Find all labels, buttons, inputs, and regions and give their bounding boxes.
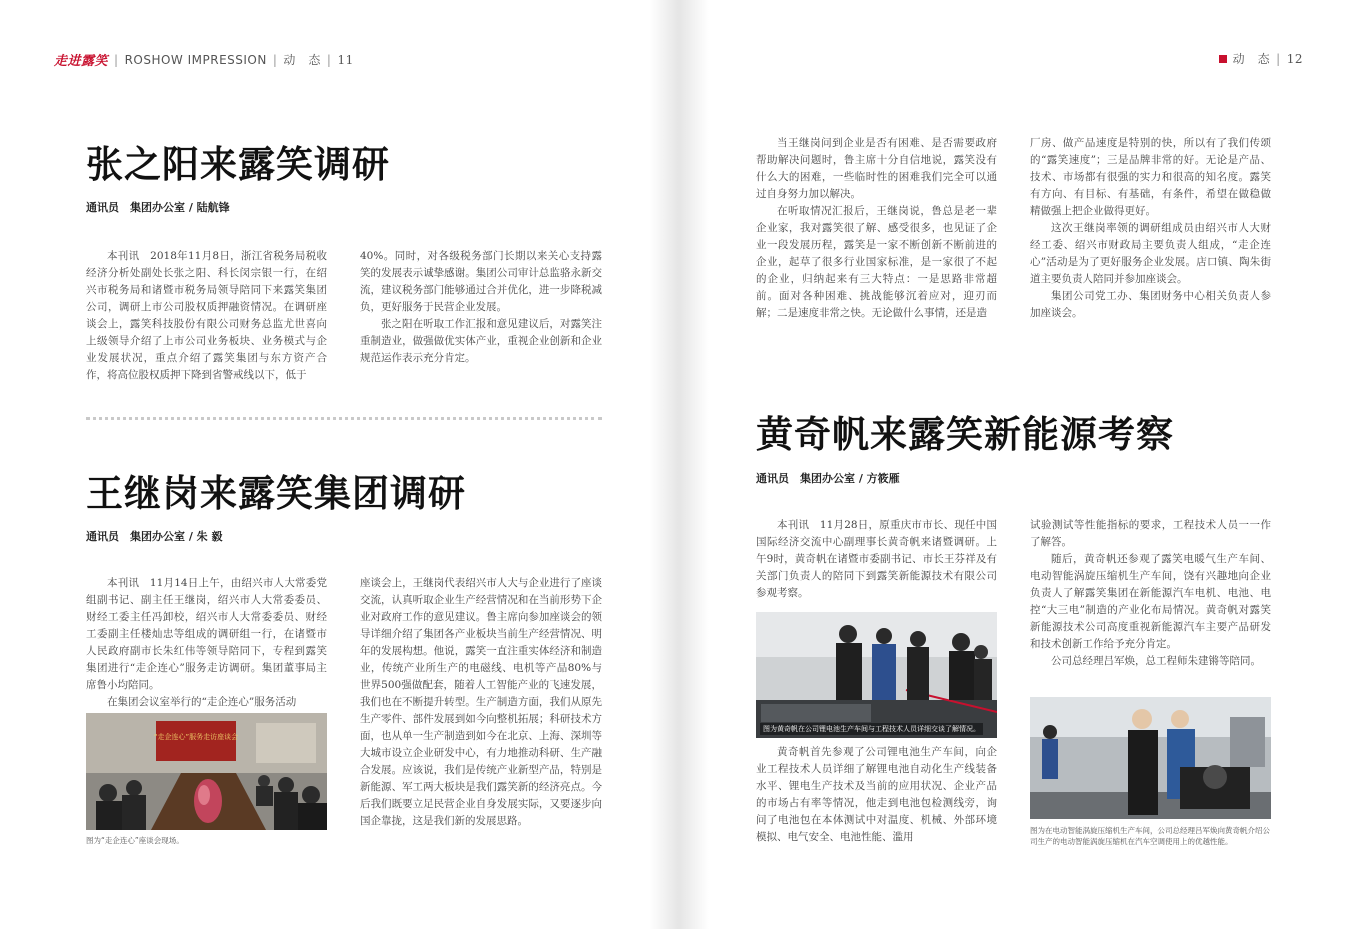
meeting-photo-image [86,713,327,830]
photo-caption: 图为在电动智能涡旋压缩机生产车间，公司总经理吕军焕向黄奇帆介绍公司生产的电动智能涡旋压缩机在汽车空调使用上的优越性能。 [1030,826,1270,846]
paragraph: 随后，黄奇帆还参观了露笑电暖气生产车间、电动智能涡旋压缩机生产车间，饶有兴趣地向企业负责人了解露笑集团在新能源汽车电机、电池、电控“大三电”制造的产业化布局情况。黄奇帆对露笑新能源技术公司高度重视新能源汽车主要产品研发和技术创新工作给予充分肯定。 [1030,553,1271,650]
battery-workshop-image [756,612,997,738]
paragraph: 集团公司党工办、集团财务中心相关负责人参加座谈会。 [1030,290,1271,319]
separator: | [114,52,119,67]
article-column [756,517,997,602]
paragraph: 40%。同时，对各级税务部门长期以来关心支持露笑的发展表示诚挚感谢。集团公司审计总监骆永新交流，建议税务部门能够通过合并优化，进一步降税减负，更好服务于民营企业发展。 [360,250,602,313]
paragraph: 张之阳在听取工作汇报和意见建议后，对露笑注重制造业，做强做优实体产业，重视企业创新和企业规范运作表示充分肯定。 [360,318,602,364]
paragraph: 在集团会议室举行的“走企连心”服务活动 [107,696,297,708]
paragraph: 厂房、做产品速度是特别的快，所以有了我们传颂的“露笑速度”；三是品牌非常的好。无论是产品、技术、市场都有很强的实力和很高的知名度。露笑有方向、有目标、有基础，有条件，希望在做稳做精做强上把企业做得更好。 [1030,137,1271,217]
paragraph: 试验测试等性能指标的要求，工程技术人员一一作了解答。 [1030,519,1271,548]
compressor-workshop-image [1030,697,1271,819]
right-page [679,0,1358,929]
running-head-right [1219,50,1303,67]
photo-caption: 图为“走企连心”座谈会现场。 [86,836,184,845]
page-number: 11 [337,52,354,67]
page-number: 12 [1286,51,1303,66]
paragraph: 当王继岗问到企业是否有困难、是否需要政府帮助解决问题时，鲁主席十分自信地说，露笑没有什么大的困难，一些临时性的困难我们完全可以通过自身努力加以解决。 [756,137,997,200]
article-byline: 通讯员 集团办公室 / 朱 毅 [86,530,223,543]
meeting-banner: “走企连心”服务走访座谈会 [153,733,239,741]
article-column [360,248,602,367]
running-head-left [54,50,354,69]
magazine-logo: 走进露笑 [54,54,109,69]
magazine-name: ROSHOW IMPRESSION [124,52,267,67]
paragraph: 本刊讯 2018年11月8日，浙江省税务局税收经济分析处副处长张之阳、科长闵宗银一行，在绍兴市税务局和诸暨市税务局领导陪同下来露笑集团公司，调研上市公司股权质押融资情况。在调研座谈会上，露笑科技股份有限公司财务总监尤世喜向上级领导介绍了上市公司业务板块、业务模式与企业发展状况，重点介绍了露笑集团与东方资产合作，将高位股权质押下降到省警戒线以下，低于 [86,250,327,381]
article-column [86,575,327,711]
paragraph: 本刊讯 11月14日上午，由绍兴市人大常委党组副书记、副主任王继岗，绍兴市人大常委委员、财经工委主任冯卸校，绍兴市人大常委委员、财经工委副主任楼灿忠等组成的调研组一行，在诸暨市人民政府副市长朱红伟等领导陪同下，专程到露笑集团进行“走企连心”服务走访调研。集团董事局主席鲁小均陪同。 [86,577,327,691]
battery-workshop-photo [756,612,997,738]
article-title: 张之阳来露笑调研 [86,143,390,186]
gutter-shadow [649,0,679,929]
article-column [756,135,997,322]
article-column [756,744,997,846]
article-title: 王继岗来露笑集团调研 [86,472,466,515]
article-column [1030,135,1271,322]
separator: | [272,52,278,67]
section-divider [86,417,602,420]
separator: | [1276,51,1281,66]
article-title: 黄奇帆来露笑新能源考察 [756,413,1174,456]
article-byline: 通讯员 集团办公室 / 方筱雁 [756,472,900,485]
article-column [360,575,602,830]
gutter-shadow [679,0,709,929]
article-column [1030,517,1271,670]
separator: | [326,52,332,67]
photo-caption: 图为黄奇帆在公司锂电池生产车间与工程技术人员详细交谈了解情况。 [760,723,983,735]
section-marker-icon [1219,55,1227,63]
paragraph: 黄奇帆首先参观了公司锂电池生产车间，向企业工程技术人员详细了解锂电池自动化生产线装备水平、锂电生产技术及当前的应用状况、企业产品的市场占有率等情况，他走到电池包检测线旁，询问了电池包在本体测试中对温度、机械、外部环境模拟、电气安全、电池性能、滥用 [756,746,997,843]
paragraph: 在听取情况汇报后，王继岗说，鲁总是老一辈企业家，我对露笑很了解、感受很多，也见证了企业一段发展历程，露笑是一家不断创新不断前进的企业，起草了很多行业国家标准，是一家很了不起的企业，归纳起来有三大特点：一是思路非常超前。面对各种困难、挑战能够沉着应对，迎刃而解；二是速度非常之快。无论做什么事情，还是造 [756,205,997,319]
meeting-photo [86,713,327,830]
paragraph: 座谈会上，王继岗代表绍兴市人大与企业进行了座谈交流，认真听取企业生产经营情况和在当前形势下企业对政府工作的意见建议。鲁主席向参加座谈会的领导详细介绍了集团各产业板块当前生产经营情况、明年的发展构想。他说，露笑一直注重实体经济和制造业，传统产业所生产的电磁线、电机等产品80%与世界500强做配套，随着人工智能产业的飞速发展，我们也在不断提升转型。生产制造方面，我们从原先生产零件、部件发展到如今向整机拓展；科研技术方面，也从单一生产制造到如今在北京、上海、深圳等大城市设立企业研发中心，有力地推动科研、生产融合发展。应该说，我们是传统产业新型产品，特别是新能源、军工两大板块是我们露笑新的经济亮点。今后我们既要立足民营企业自身发展实际，又要逐步向国企靠拢，这是我们新的发展思路。 [360,577,602,827]
section-name: 动 态 [1232,52,1271,66]
compressor-workshop-photo [1030,697,1271,819]
article-byline: 通讯员 集团办公室 / 陆航锋 [86,201,230,214]
paragraph: 公司总经理吕军焕，总工程师朱建锵等陪同。 [1051,655,1261,667]
article-column [86,248,327,384]
section-name: 动 态 [283,53,321,67]
paragraph: 本刊讯 11月28日，原重庆市市长、现任中国国际经济交流中心副理事长黄奇帆来诸暨调研。上午9时，黄奇帆在诸暨市委副书记、市长王芬祥及有关部门负责人的陪同下到露笑新能源技术有限公司参观考察。 [756,519,997,599]
paragraph: 这次王继岗率领的调研组成员由绍兴市人大财经工委、绍兴市财政局主要负责人组成，“走企连心”活动是为了更好服务企业发展。店口镇、陶朱街道主要负责人陪同并参加座谈会。 [1030,222,1271,285]
